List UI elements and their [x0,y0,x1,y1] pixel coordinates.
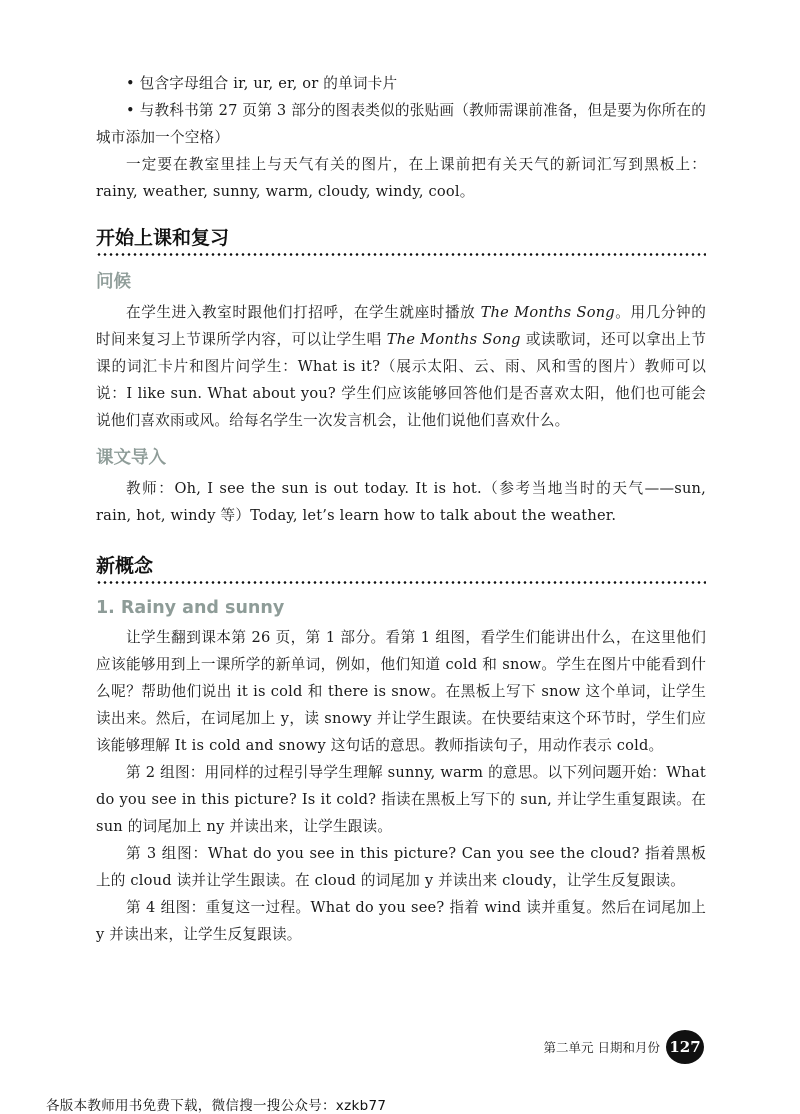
page-footer [544,1030,704,1064]
rainy-sunny-paragraph-4: 第 4 组图：重复这一过程。What do you see? 指着 wind 读并重复。然后在词尾加上 y 并读出来，让学生反复跟读。 [96,899,706,943]
greeting-paragraph [96,299,706,434]
bullet-word-cards: • 包含字母组合 ir, ur, er, or 的单词卡片 [126,75,398,92]
lead-in-paragraph: 教师：Oh, I see the sun is out today. It is hot.（参考当地当时的天气——sun, rain, hot, windy 等）Today, let’s learn how to talk about the weather. [96,480,706,524]
unit-title: 第二单元 日期和月份 [543,1040,660,1055]
greeting-text-1: 在学生进入教室时跟他们打招呼，在学生就座时播放 [126,304,481,321]
page-body [96,70,706,948]
dotted-divider [96,253,706,256]
section-heading-new-concepts [96,551,706,584]
bullet-poster: • 与教科书第 27 页第 3 部分的图表类似的张贴画（教师需课前准备，但是要为你所在的城市添加一个空格） [96,102,706,146]
subheading-greeting: 问候 [96,272,131,292]
song-title-2: The Months Song [386,331,521,348]
dotted-divider [96,581,706,584]
section-heading-text: 新概念 [96,555,154,577]
rainy-sunny-paragraph-3: 第 3 组图：What do you see in this picture? Can you see the cloud? 指着黑板上的 cloud 读并让学生跟读。在 cloud 的词尾加 y 并读出来 cloudy，让学生反复跟读。 [96,845,706,889]
watermark-text: 各版本教师用书免费下载，微信搜一搜公众号：xzkb77 [46,1098,387,1114]
section-heading-start-and-review [96,223,706,256]
subheading-rainy-and-sunny: 1. Rainy and sunny [96,598,285,618]
song-title-1: The Months Song [480,304,615,321]
section-heading-text: 开始上课和复习 [96,227,230,249]
intro-paragraph: 一定要在教室里挂上与天气有关的图片，在上课前把有关天气的新词汇写到黑板上：rainy, weather, sunny, warm, cloudy, windy, cool。 [96,156,706,200]
greeting-text-3: 或读歌词，还可以拿出上节课的词汇卡片和图片问学生：What is it?（展示太阳、云、雨、风和雪的图片）教师可以说：I like sun. What about you? 学生们应该能够回答他们是否喜欢太阳，他们也可能会说他们喜欢雨或风。给每名学生一次发言机会，让他们说他们喜欢什么。 [96,331,707,429]
subheading-lead-in: 课文导入 [96,448,166,468]
rainy-sunny-paragraph-1: 让学生翻到课本第 26 页，第 1 部分。看第 1 组图，看学生们能讲出什么，在这里他们应该能够用到上一课所学的新单词，例如，他们知道 cold 和 snow。学生在图片中能看到什么呢？帮助他们说出 it is cold 和 there is snow。在黑板上写下 snow 这个单词，让学生读出来。然后，在词尾加上 y，读 snowy 并让学生跟读。在快要结束这个环节时，学生们应该能够理解 It is cold and snowy 这句话的意思。教师指读句子，用动作表示 cold。 [96,629,706,754]
page-number-badge: 127 [666,1030,704,1064]
greeting-text-2: 。用几分钟的时间来复习上节课所学内容，可以让学生唱 [96,304,706,348]
rainy-sunny-paragraph-2: 第 2 组图：用同样的过程引导学生理解 sunny, warm 的意思。以下列问题开始：What do you see in this picture? Is it cold? 指读在黑板上写下的 sun, 并让学生重复跟读。在 sun 的词尾加上 ny 并读出来，让学生跟读。 [96,764,706,835]
